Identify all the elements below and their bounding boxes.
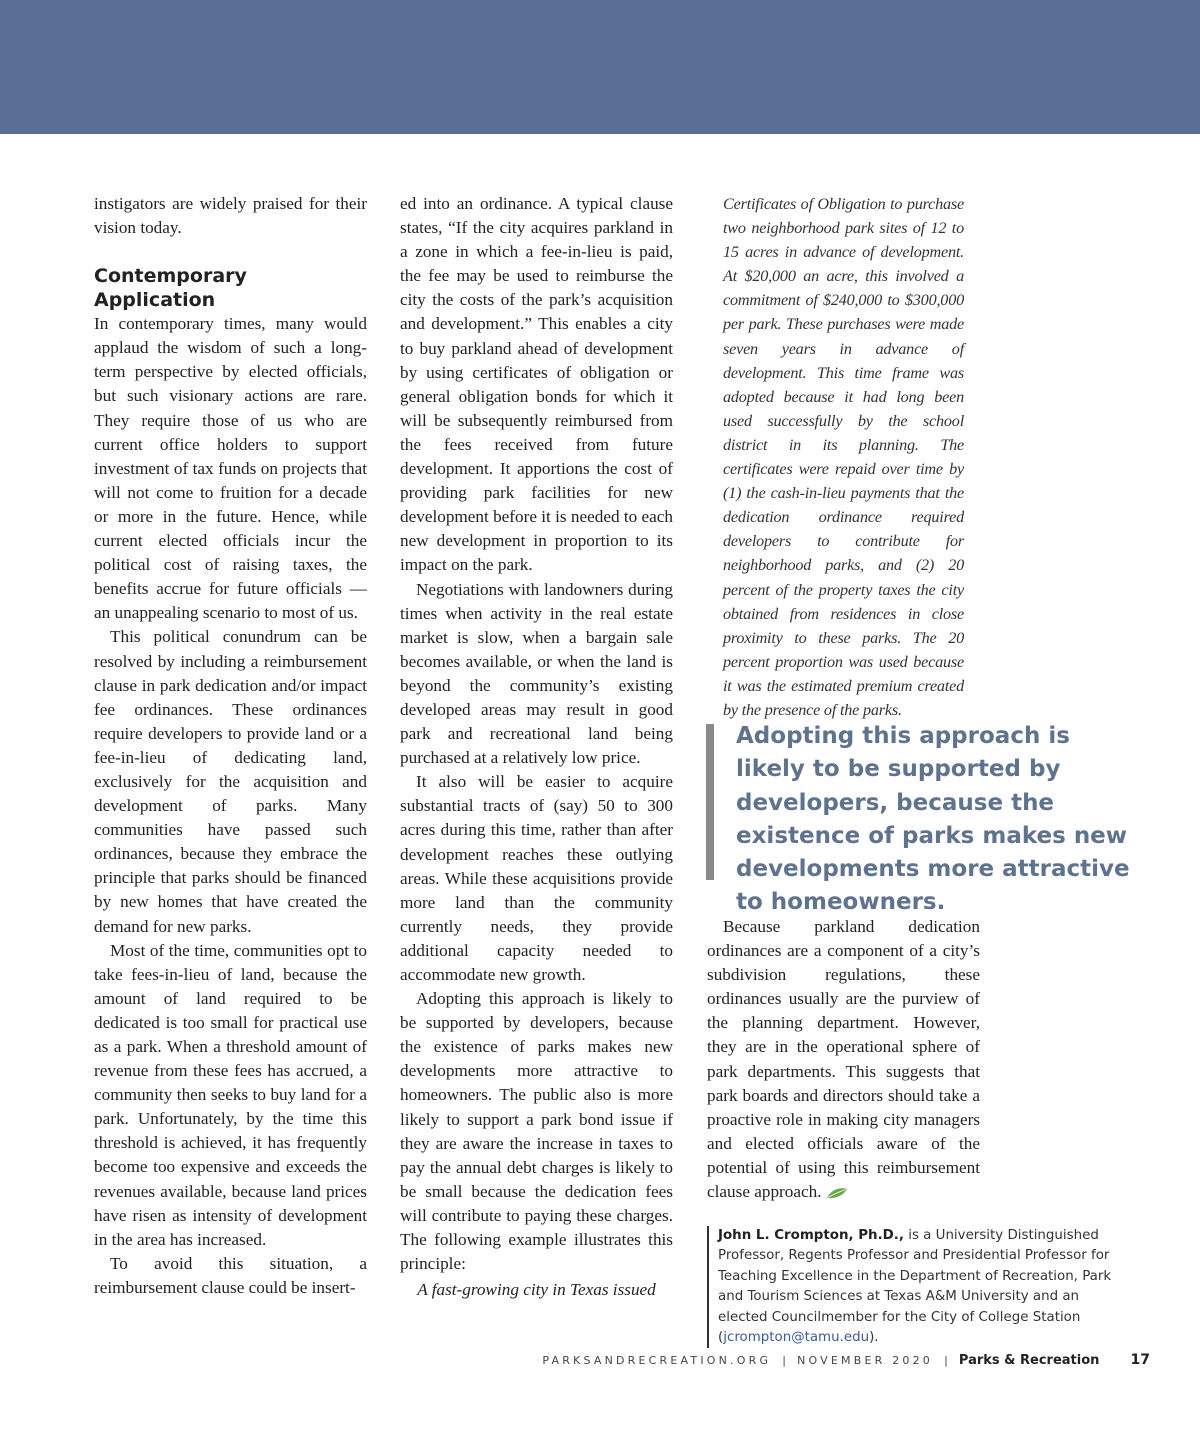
paragraph: In contemporary times, many would applaud the wisdom of such a long-term perspective by elected officials, but such visionary actions are rare. They require those of us who are current office holders to support investment of tax funds on projects that will not come to fruition for a decade or more in the future. Hence, while current elected officials incur the political cost of raising taxes, the benefits accrue for future officials — an unappealing scenario to most of us. — [94, 314, 367, 623]
author-name: John L. Crompton, Ph.D., — [718, 1228, 904, 1243]
paragraph: To avoid this situation, a reimbursement clause could be insert- — [94, 1253, 367, 1297]
footer-date: NOVEMBER 2020 — [797, 1354, 933, 1367]
author-bio-end: ). — [869, 1330, 879, 1346]
article-column-3 — [707, 915, 980, 1204]
example-block: Certificates of Obligation to purchase two neighborhood park sites of 12 to 15 acres in advance of development. At $20,000 an acre, this involved a commitment of $240,000 to $300,000 per park. These purchases were made seven years in advance of development. This time frame was adopted because it had long been used successfully by the school district in its planning. The certificates were repaid over time by (1) the cash-in-lieu payments that the dedication ordinance required developers to contribute for neighborhood parks, and (2) 20 percent of the property taxes the city obtained from residences in close proximity to these parks. The 20 percent proportion was used because it was the estimated premium created by the presence of the parks. — [723, 195, 964, 719]
paragraph: ed into an ordinance. A typical clause states, “If the city acquires parkland in a zone in which a fee-in-lieu is paid, the fee may be used to reimburse the city the costs of the park’s acquisition and development.” This enables a city to buy parkland ahead of development by using certificates of obligation or general obligation bonds for which it will be subsequently reimbursed from the fees received from future development. It apportions the cost of providing park facilities for new development before it is needed to each new development in proportion to its impact on the park. — [400, 194, 673, 575]
paragraph: It also will be easier to acquire substantial tracts of (say) 50 to 300 acres during this time, rather than after development reaches these outlying areas. While these acquisitions provide more land than the community currently needs, they provide additional capacity needed to accommodate new growth. — [400, 772, 673, 984]
page-footer — [542, 1349, 1150, 1368]
footer-separator: | — [782, 1354, 786, 1367]
example-start: A fast-growing city in Texas issued — [417, 1280, 656, 1300]
leaf-icon — [826, 1188, 848, 1199]
footer-site[interactable]: PARKSANDRECREATION.ORG — [542, 1354, 772, 1367]
pull-quote-text: Adopting this approach is likely to be supported by developers, because the existence of parks makes new developments more attractive to homeowners. — [736, 723, 1130, 916]
closing-paragraph-text: Because parkland dedication ordinances are a component of a city’s subdivision regulations, these ordinances usually are the purview of the planning department. However, they are in the operational sphere of park departments. This suggests that park boards and directors should take a proactive role in making city managers and elected officials aware of the potential of using this reimbursement clause approach. — [707, 917, 980, 1202]
paragraph: Negotiations with landowners during times when activity in the real estate market is slow, when a bargain sale becomes available, or when the land is beyond the community’s existing developed areas may result in good park and recreational land being purchased at a relatively low price. — [400, 579, 673, 768]
footer-separator: | — [944, 1354, 948, 1367]
paragraph — [707, 915, 980, 1204]
article-column-2 — [400, 192, 673, 1302]
author-email-link[interactable]: jcrompton@tamu.edu — [723, 1330, 870, 1346]
header-band — [0, 0, 1200, 134]
author-bio — [707, 1226, 1118, 1348]
footer-magazine: Parks & Recreation — [958, 1353, 1100, 1368]
paragraph: Most of the time, communities opt to take fees-in-lieu of land, because the amount of land required to be dedicated is too small for practical use as a park. When a threshold amount of revenue from these fees has accrued, a community then seeks to buy land for a park. Unfortunately, by the time this threshold is achieved, it has frequently become too expensive and exceeds the revenues available, because land prices have risen as intensity of development in the area has increased. — [94, 940, 367, 1249]
page-number: 17 — [1130, 1352, 1150, 1368]
paragraph: Adopting this approach is likely to be supported by developers, because the existence of parks makes new developments more attractive to homeowners. The public also is more likely to support a park bond issue if they are aware the increase in taxes to pay the annual debt charges is likely to be small because the dedication fees will contribute to paying these charges. The following example illustrates this principle: — [400, 989, 673, 1274]
paragraph: This political conundrum can be resolved by including a reimbursement clause in park dedication and/or impact fee ordinances. These ordinances require developers to provide land or a fee-in-lieu of dedicating land, exclusively for the acquisition and development of parks. Many communities have passed such ordinances, because they embrace the principle that parks should be financed by new homes that have created the demand for new parks. — [94, 627, 367, 936]
pull-quote — [706, 723, 1136, 916]
article-column-1 — [94, 192, 367, 1300]
section-heading: Contemporary Application — [94, 265, 247, 312]
author-bio-text: is a University Distinguished Professor, Regents Professor and Presidential Professor for Teaching Excellence in the Department of Recreation, Park and Tourism Sciences at Texas A&M University and an elected Councilmember for the City of College Station ( — [718, 1228, 1112, 1346]
paragraph: instigators are widely praised for their vision today. — [94, 194, 367, 238]
